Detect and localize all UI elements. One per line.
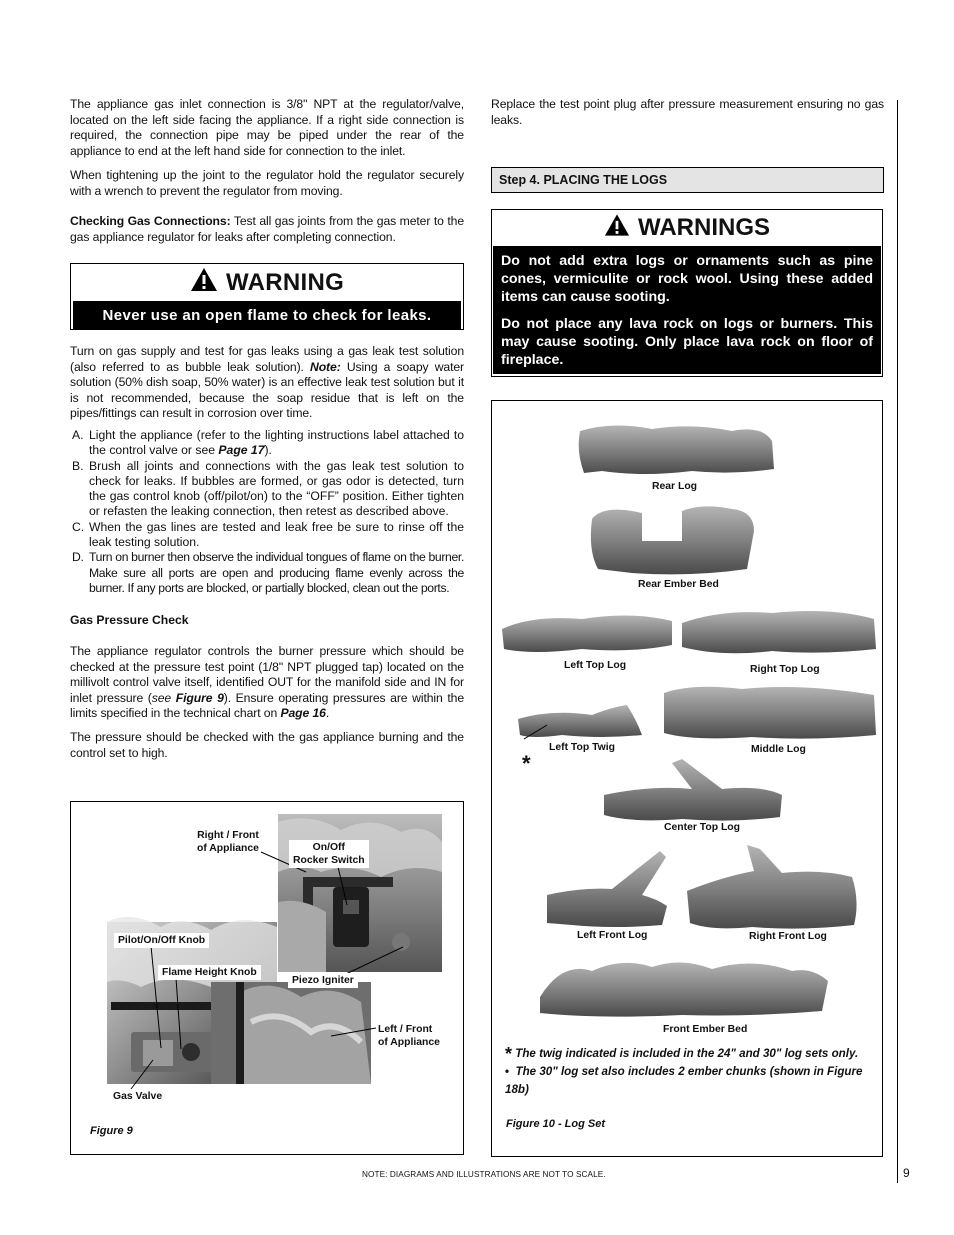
footer-note: NOTE: DIAGRAMS AND ILLUSTRATIONS ARE NOT TO SCALE.: [362, 1170, 606, 1179]
rear-ember-bed-shape: [591, 506, 754, 574]
page-number: 9: [903, 1166, 910, 1180]
figure-9: [70, 801, 464, 1155]
figure-9-link[interactable]: Figure 9: [175, 690, 224, 705]
left-top-log-shape: [502, 615, 672, 652]
warning-triangle-icon: [190, 267, 218, 299]
pressure-text-end: .: [325, 706, 330, 721]
inlet-connection-paragraph: The appliance gas inlet connection is 3/8" NPT at the regulator/valve, located on the left side facing the appliance. If a right side connection is required, the connection pipe may be piped under the rear of the appliance to end at the left hand side for connection to the inlet.: [70, 97, 464, 158]
note-2-text: The 30" log set also includes 2 ember chunks (shown in Figure 18b): [505, 1065, 863, 1096]
front-ember-bed-label: Front Ember Bed: [663, 1024, 748, 1035]
left-front-log-shape: [547, 851, 667, 927]
step-text: Light the appliance (refer to the lighting instructions label attached to the control valve or see: [89, 428, 464, 458]
figure-10-log-set: [491, 400, 883, 1157]
left-top-twig-shape: [518, 705, 642, 737]
leak-text-2: Using a soapy water solution (50% dish soap, 50% water) is an effective leak test solution but it is not recommended, because the soap residue that is left on the pipes/fittings can result in corrosion over time.: [70, 359, 465, 421]
warning-paragraph-1: Do not add extra logs or ornaments such as pine cones, vermiculite or rock wool. Using these added items can cause sooting.: [501, 253, 873, 305]
figure-10-notes: [505, 1045, 877, 1099]
left-front-log-label: Left Front Log: [577, 930, 648, 941]
figure-10-caption: Figure 10 - Log Set: [506, 1118, 606, 1130]
note-ember-chunks: [505, 1063, 877, 1099]
center-top-log-shape: [604, 759, 782, 821]
list-item: [70, 428, 464, 459]
center-top-log-label: Center Top Log: [664, 822, 740, 833]
tightening-paragraph: When tightening up the joint to the regulator hold the regulator securely with a wrench to prevent the regulator from moving.: [70, 168, 464, 198]
warning-message: Never use an open flame to check for leaks.: [73, 301, 461, 329]
step-text: Turn on burner then observe the individual tongues of flame on the burner. Make sure all ports are open and producing flame evenly across the burner. If any ports are blocked, or partially blocked, clean out the ports.: [89, 550, 464, 595]
list-marker: A.: [72, 428, 84, 442]
warnings-body: [493, 246, 881, 374]
page-17-link[interactable]: Page 17: [218, 443, 265, 458]
step-4-heading: Step 4. PLACING THE LOGS: [491, 167, 884, 193]
pressure-check-paragraph: The pressure should be checked with the gas appliance burning and the control set to high.: [70, 730, 464, 760]
twig-asterisk: *: [522, 751, 531, 776]
checking-connections-paragraph: [70, 214, 464, 245]
pressure-paragraph: [70, 644, 464, 722]
right-front-log-shape: [687, 845, 857, 929]
pressure-text: The appliance regulator controls the burner pressure which should be checked at the pressure test point (1/8" NPT plugged tap) located on the millivolt control valve itself, identified OUT for the manifold side and IN for inlet pressure (: [70, 644, 464, 705]
rear-log-label: Rear Log: [652, 481, 698, 492]
left-front-label: Left / Front of Appliance: [378, 1024, 440, 1048]
gas-valve-label: Gas Valve: [109, 1089, 166, 1104]
log-set-illustration: [492, 401, 882, 1156]
note-asterisk: *: [505, 1044, 513, 1064]
warning-box: [70, 263, 464, 330]
figure-9-caption: Figure 9: [90, 1125, 133, 1137]
warnings-title: WARNINGS: [638, 214, 770, 241]
note-bullet: •: [505, 1065, 510, 1078]
warnings-box: [491, 209, 883, 377]
left-top-twig-label: Left Top Twig: [549, 742, 615, 753]
page-right-rule: [897, 100, 898, 1183]
see-text: see: [151, 690, 176, 705]
list-item: [70, 520, 464, 551]
replace-plug-paragraph: Replace the test point plug after pressure measurement ensuring no gas leaks.: [491, 97, 884, 127]
piezo-igniter-label: Piezo Igniter: [288, 973, 358, 988]
warning-paragraph-2: Do not place any lava rock on logs or burners. This may cause sooting. Only place lava rock on floor of fireplace.: [501, 316, 873, 368]
rear-ember-bed-label: Rear Ember Bed: [638, 579, 719, 590]
page-16-link[interactable]: Page 16: [280, 706, 326, 721]
step-text-end: ).: [264, 443, 272, 458]
front-ember-bed-shape: [540, 962, 828, 1016]
leak-test-steps: [70, 428, 464, 596]
list-item: [70, 550, 464, 596]
pilot-knob-label: Pilot/On/Off Knob: [114, 933, 209, 948]
right-front-log-label: Right Front Log: [749, 931, 827, 942]
step-text: When the gas lines are tested and leak free be sure to rinse off the leak testing solution.: [89, 519, 464, 550]
warning-triangle-icon: [604, 213, 630, 244]
list-item: [70, 459, 464, 520]
list-marker: B.: [72, 458, 84, 473]
middle-log-shape: [664, 687, 876, 739]
warning-header: [71, 264, 463, 301]
flame-height-knob-label: Flame Height Knob: [158, 965, 261, 980]
checking-text: Test all gas joints from the gas meter to the gas appliance regulator for leaks after completing connection.: [70, 214, 464, 244]
rocker-switch-label: On/Off Rocker Switch: [289, 840, 369, 868]
step-text: Brush all joints and connections with the gas leak test solution to check for leaks. If bubbles are formed, or gas odor is detected, turn the gas control knob (off/pilot/on) to the “OFF” position. Either tighten or refasten the leaking connection, then retest as described above.: [89, 458, 464, 519]
right-top-log-shape: [682, 611, 876, 653]
leak-text-1: Turn on gas supply and test for gas leaks using a gas leak test solution (also referred to as bubble leak solution).: [70, 344, 464, 374]
rear-log-shape: [579, 425, 774, 474]
pressure-text-2: ). Ensure operating pressures are within the limits specified in the technical chart on: [70, 690, 464, 721]
left-top-log-label: Left Top Log: [564, 660, 627, 671]
right-top-log-label: Right Top Log: [750, 664, 820, 675]
checking-label: Checking Gas Connections:: [70, 214, 231, 228]
warnings-header: [492, 210, 882, 246]
list-marker: C.: [72, 519, 85, 534]
note-label: Note:: [310, 359, 341, 374]
warning-title: WARNING: [225, 268, 345, 296]
list-marker: D.: [72, 550, 84, 565]
right-front-label: Right / Front of Appliance: [197, 830, 259, 854]
note-twig: [505, 1045, 877, 1063]
note-1-text: The twig indicated is included in the 24" and 30" log sets only.: [515, 1047, 859, 1060]
middle-log-label: Middle Log: [751, 744, 806, 755]
leak-test-paragraph: [70, 344, 464, 422]
gas-pressure-heading: Gas Pressure Check: [70, 613, 189, 627]
